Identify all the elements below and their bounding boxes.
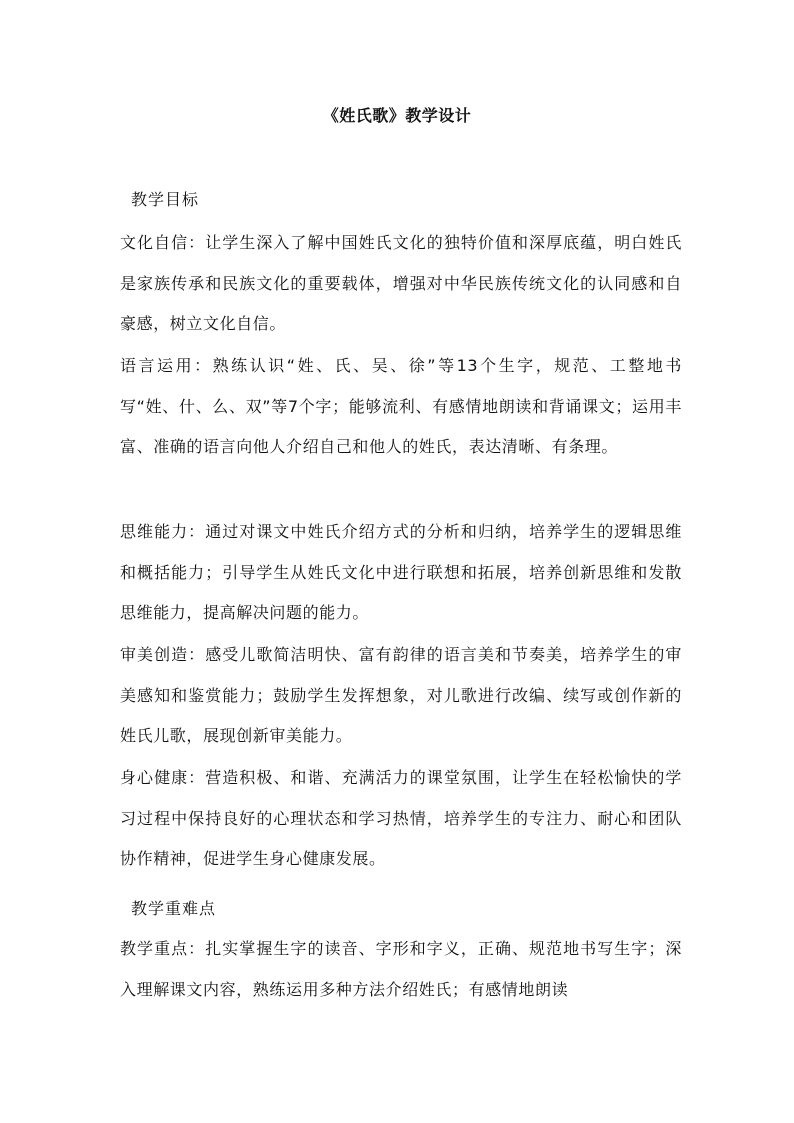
paragraph-culture: 文化自信：让学生深入了解中国姓氏文化的独特价值和深厚底蕴，明白姓氏是家族传承和民族文化的重要载体，增强对中华民族传统文化的认同感和自豪感，树立文化自信。: [120, 233, 682, 333]
section-heading-key-points: 教学重难点: [131, 899, 217, 918]
paragraph-language: 语言运用：熟练认识“姓、氏、吴、徐”等13个生字，规范、工整地书写“姓、什、么、双”等7个字；能够流利、有感情地朗读和背诵课文；运用丰富、准确的语言向他人介绍自己和他人的姓氏，表达清晰、有条理。: [120, 356, 682, 456]
paragraph-health: 身心健康：营造积极、和谐、充满活力的课堂氛围，让学生在轻松愉快的学习过程中保持良好的心理状态和学习热情，培养学生的专注力、耐心和团队协作精神，促进学生身心健康发展。: [120, 768, 682, 868]
paragraph-key-point: 教学重点：扎实掌握生字的读音、字形和字义，正确、规范地书写生字；深入理解课文内容，熟练运用多种方法介绍姓氏；有感情地朗读: [120, 939, 682, 999]
section-heading-goals: 教学目标: [131, 190, 200, 209]
paragraph-aesthetic: 审美创造：感受儿歌简洁明快、富有韵律的语言美和节奏美，培养学生的审美感知和鉴赏能力；鼓励学生发挥想象，对儿歌进行改编、续写或创作新的姓氏儿歌，展现创新审美能力。: [120, 645, 682, 745]
paragraph-thinking: 思维能力：通过对课文中姓氏介绍方式的分析和归纳，培养学生的逻辑思维和概括能力；引导学生从姓氏文化中进行联想和拓展，培养创新思维和发散思维能力，提高解决问题的能力。: [120, 522, 682, 622]
document-title: 《姓氏歌》教学设计: [322, 106, 472, 125]
